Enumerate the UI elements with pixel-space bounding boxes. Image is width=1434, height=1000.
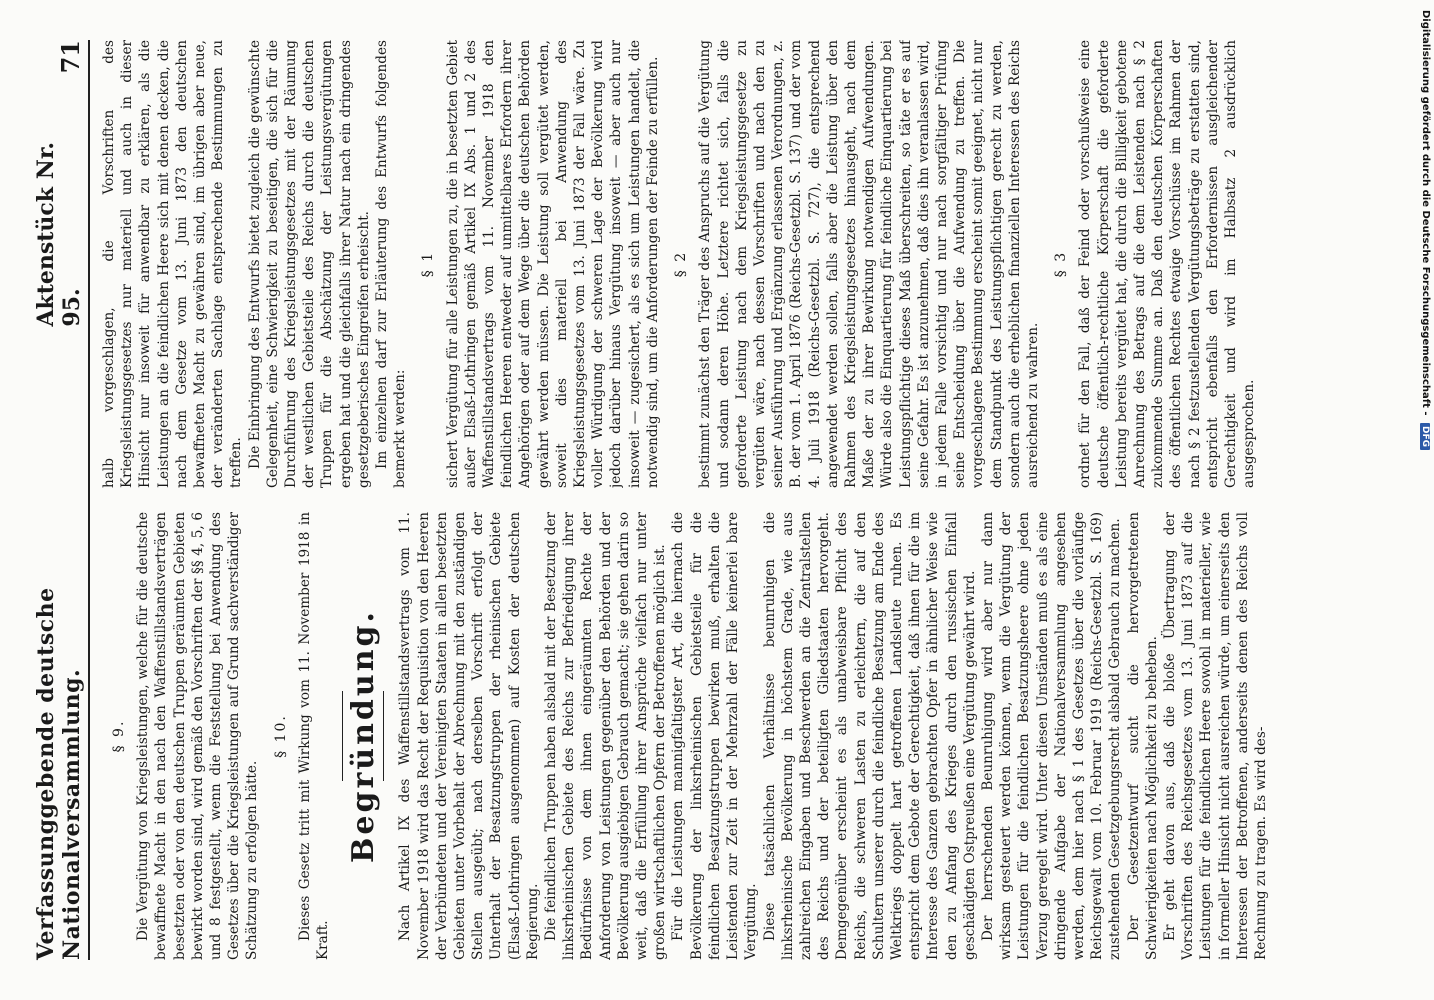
paragraph: Im einzelnen darf zur Erläuterung des Entwurfs folgendes bemerkt werden: [374, 40, 409, 488]
digitization-credit [1413, 10, 1431, 990]
header-right [33, 40, 85, 327]
left-column [100, 512, 1370, 960]
paragraph: Der Gesetzentwurf sucht die hervorgetretenen Schwierigkeiten nach Möglichkeit zu beheben. [1125, 512, 1160, 960]
page-body [33, 40, 1375, 960]
paragraph: Die Vergütung von Kriegsleistungen, welche für die deutsche bewaffnete Macht in den nach den Waffenstillstandsverträgen besetzten oder von den deutschen Truppen geräumten Gebieten bewirkt worden sind, wird gemäß den Vorschriften der §§ 4, 5, 6 und 8 festgestellt, wenn die Feststellung bei Anwendung des Gesetzes über die Kriegsleistungen auf Grund sachverständiger Schätzung zu erfolgen hätte. [135, 512, 261, 960]
paragraph: Diese tatsächlichen Verhältnisse beunruhigen die linksrheinische Bevölkerung in höchstem Grade, wie aus zahlreichen Eingaben und Beschwerden an die Zentralstellen des Reichs und der beteiligten Gliedstaaten hervorgeht. Demgegenüber erscheint es als unabweisbare Pflicht des Reichs, die schweren Lasten zu erleichtern, die auf den Schultern unserer durch die feindliche Besatzung am Ende des Weltkriegs doppelt hart getroffenen Landsleute ruhen. Es entspricht dem Gebote der Gerechtigkeit, daß ihnen für die im Interesse des Ganzen gebrachten Opfer in ähnlicher Weise wie den zu Anfang des Krieges durch den russischen Einfall geschädigten Ostpreußen eine Vergütung gewährt wird. [761, 512, 978, 960]
credit-line [1413, 10, 1431, 990]
text-columns [100, 40, 1370, 960]
document-reference: Aktenstück Nr. 95. [33, 141, 85, 327]
section-heading: § 1 [420, 250, 437, 278]
section-heading: § 10. [272, 714, 289, 758]
right-column [100, 40, 1370, 488]
page-title: Verfassunggebende deutsche Nationalversammlung. [33, 587, 85, 960]
section-heading: § 3 [1053, 250, 1070, 278]
paragraph: Die feindlichen Truppen haben alsbald mit der Besetzung der linksrheinischen Gebiete des Reichs zur Befriedigung ihrer Bedürfnisse von dem ihnen eingeräumten Rechte der Anforderung von Leistungen gegenüber den Behörden und der Bevölkerung ausgiebigen Gebrauch gemacht; sie gehen darin so weit, daß die Erfüllung ihrer Ansprüche vielfach nur unter großen wirtschaftlichen Opfern der Betroffenen möglich ist. [543, 512, 669, 960]
paragraph: sichert Vergütung für alle Leistungen zu, die in besetzten Gebiet außer Elsaß-Lothringen gemäß Artikel IX Abs. 1 und 2 des Waffenstillstandsvertrags vom 11. November 1918 den feindlichen Heeren entweder auf unmittelbares Erfordern ihrer Angehörigen oder auf dem Wege über die deutschen Behörden gewährt werden müssen. Die Leistung soll vergütet werden, soweit dies materiell bei Anwendung des Kriegsleistungsgesetzes vom 13. Juni 1873 der Fall wäre. Zu voller Würdigung der schweren Lage der Bevölkerung wird jedoch darüber hinaus Vergütung insoweit — aber auch nur insoweit — zugesichert, als es sich um Leistungen handelt, die notwendig sind, um die Anforderungen der Feinde zu erfüllen. [444, 40, 661, 488]
paragraph: halb vorgeschlagen, die Vorschriften des Kriegsleistungsgesetzes nur materiell und auch in dieser Hinsicht nur insoweit für anwendbar zu erklären, als die Leistungen an die feindlichen Heere sich mit denen decken, die nach dem Gesetze vom 13. Juni 1873 den deutschen bewaffneten Macht zu gewähren sind, im übrigen aber neue, der veränderten Sachlage entsprechende Bestimmungen zu treffen. [101, 40, 245, 488]
paragraph: Für die Leistungen mannigfaltigster Art, die hiernach die Bevölkerung der linksrheinischen Gebietsteile für die feindlichen Besatzungstruppen bewirken muß, erhalten die Leistenden zur Zeit in der Mehrzahl der Fälle keinerlei bare Vergütung. [670, 512, 760, 960]
begruendung-heading: Begründung. [346, 609, 382, 863]
paragraph: ordnet für den Fall, daß der Feind oder vorschußweise eine deutsche öffentlich-rechtliche Körperschaft die geforderte Leistung bereits vergütet hat, die durch die Billigkeit gebotene Anrechnung des Betrags auf die dem Leistenden nach § 2 zukommende Summe an. Daß den deutschen Körperschaften des öffentlichen Rechtes etwaige Vorschüsse im Rahmen der nach § 2 festzustellenden Vergütungsbeträge zu erstatten sind, entspricht ebenfalls den Erfordernissen ausgleichender Gerechtigkeit und wird im Halbsatz 2 ausdrücklich ausgesprochen. [1077, 40, 1258, 488]
credit-text: Digitalisierung gefördert durch die Deutsche Forschungsgemeinschaft - [1420, 10, 1431, 416]
page-header [33, 40, 90, 960]
divider [342, 691, 343, 781]
paragraph: Dieses Gesetz tritt mit Wirkung vom 11. November 1918 in Kraft. [296, 512, 332, 960]
page-number: 71 [56, 40, 85, 74]
section-heading: § 9. [111, 719, 127, 753]
paragraph: bestimmt zunächst den Träger des Anspruchs auf die Vergütung und sodann deren Höhe. Letztere richtet sich, falls die geforderte Leistung nach dem Kriegsleistungsgesetze zu vergüten wäre, nach dessen Vorschriften und nach den zu seiner Ausführung und Ergänzung erlassenen Verordnungen, z. B. der vom 1. April 1876 (Reichs-Gesetzbl. S. 137) und der vom 4. Juli 1918 (Reichs-Gesetzbl. S. 727), die entsprechend angewendet werden sollen, falls aber die Leistung über den Rahmen des Kriegsleistungsgesetzes hinausgeht, nach dem Maße der zu ihrer Bewirkung notwendigen Aufwendungen. Würde also die Einquartierung für feindliche Einquartierung bei Leistungspflichtige dieses Maß überschreiten, so täte er es auf seine Gefahr. Es ist anzunehmen, daß dies ihn veranlassen wird, in jedem Falle vorsichtig und nur nach sorgfältiger Prüfung seine Entscheidung über die Aufwendung zu treffen. Die vorgeschlagene Bestimmung erscheint somit geeignet, nicht nur dem Standpunkt des Leistungspflichtigen gerecht zu werden, sondern auch die erheblichen finanziellen Interessen des Reichs ausreichend zu wahren. [697, 40, 1041, 488]
section-heading: § 2 [673, 250, 690, 278]
paragraph: Der herrschenden Beunruhigung wird aber nur dann wirksam gesteuert werden können, wenn die Vergütung der Leistungen für die feindlichen Besatzungsheere ohne jeden Verzug geregelt wird. Unter diesen Umständen muß es als eine dringende Aufgabe der Nationalversammlung angesehen werden, dem hier nach § 1 des Gesetzes über die vorläufige Reichsgewalt vom 10. Februar 1919 (Reichs-Gesetzbl. S. 169) zustehenden Gesetzgebungsrecht alsbald Gebrauch zu machen. [979, 512, 1124, 960]
paragraph: Nach Artikel IX des Waffenstillstandsvertrags vom 11. November 1918 wird das Recht der Requisition von den Heeren der Verbündeten und der Vereinigten Staaten in allen besetzten Gebieten unter Vorbehalt der Abrechnung mit den zuständigen Stellen ausgeübt; nach derselben Vorschrift erfolgt der Unterhalt der Besatzungstruppen der rheinischen Gebiete (Elsaß-Lothringen ausgenommen) auf Kosten der deutschen Regierung. [397, 512, 541, 960]
dfg-logo: DFG [1420, 423, 1430, 450]
divider [383, 691, 384, 781]
paragraph: Er geht davon aus, daß die bloße Übertragung der Vorschriften des Reichsgesetzes vom 13. Juni 1873 auf die Leistungen für die feindlichen Heere sowohl in materieller, wie in formeller Hinsicht nicht ausreichen würde, um einerseits den Interessen der Betroffenen, anderseits denen des Reichs voll Rechnung zu tragen. Es wird des- [1161, 512, 1269, 960]
paragraph: Die Einbringung des Entwurfs bietet zugleich die gewünschte Gelegenheit, eine Schwierigkeit zu beseitigen, die sich für die Durchführung des Kriegsleistungsgesetzes mit der Räumung der westlichen Gebietsteile des Reichs durch die deutschen Truppen für die Abschätzung der Leistungsvergütungen ergeben hat und die gleichfalls ihrer Natur nach ein dringendes gesetzgeberisches Eingreifen erheischt. [246, 40, 372, 488]
